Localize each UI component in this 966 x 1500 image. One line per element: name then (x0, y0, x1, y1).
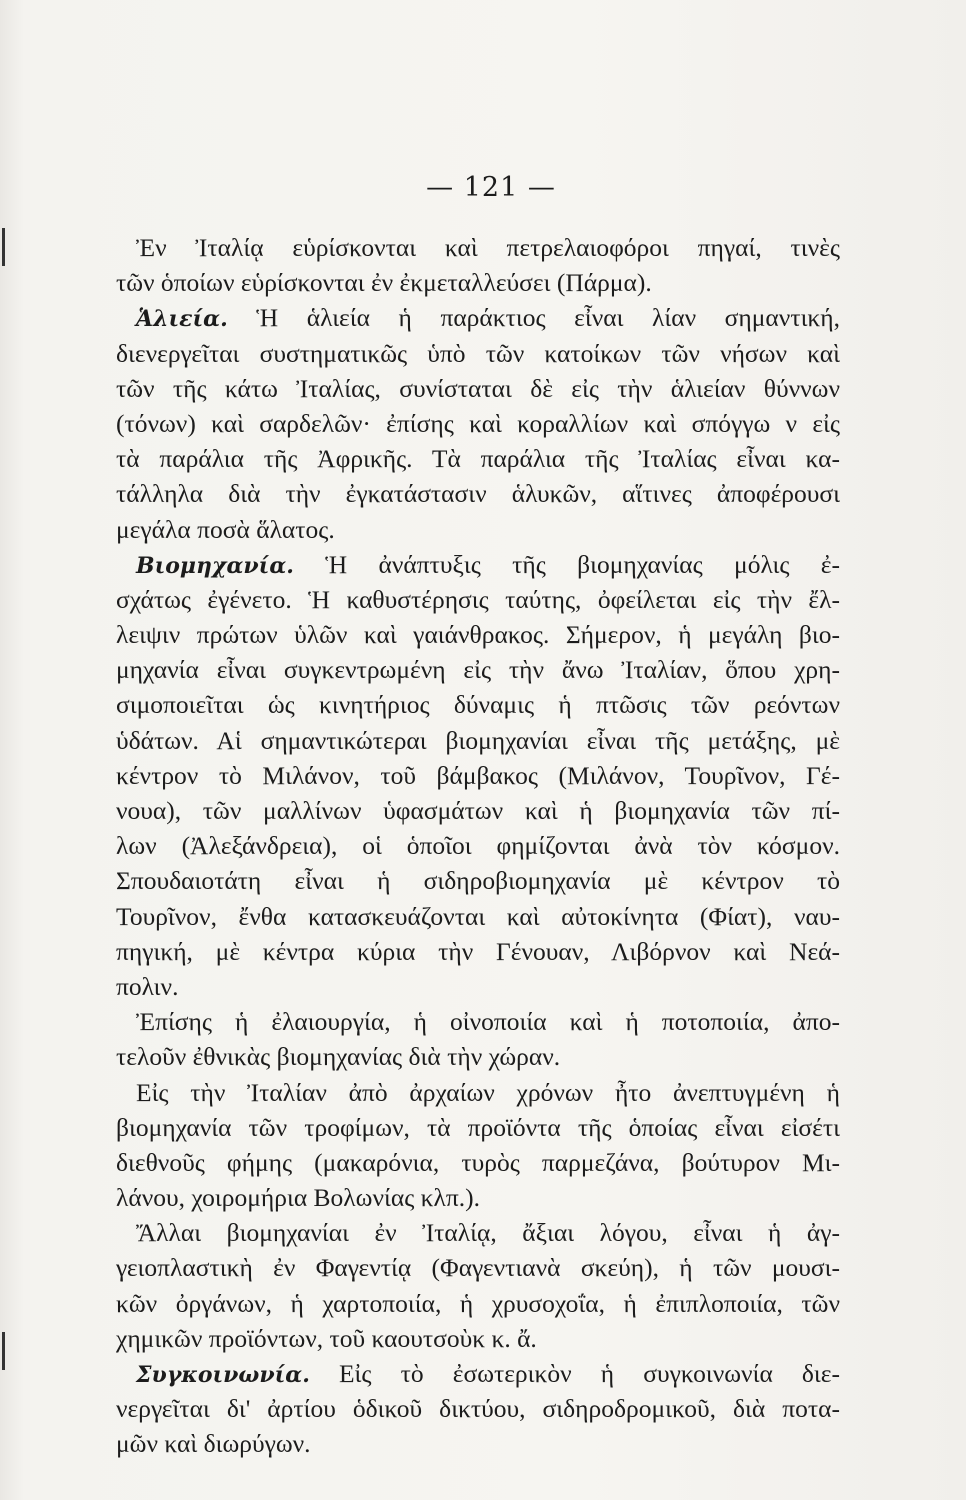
text-line (116, 1321, 840, 1356)
text-line (116, 336, 840, 371)
line-text: Ἡ ἀνάπτυξις τῆς βιομηχανίας μόλις ἐ- (293, 549, 840, 579)
line-text: Ἄλλαι βιομηχανίαι ἐν Ἰταλίᾳ, ἄξιαι λόγου, εἶναι ἡ ἀγ- (136, 1218, 840, 1248)
text-line (116, 969, 840, 1004)
text-line (116, 828, 840, 863)
text-line (116, 617, 840, 652)
text-line (116, 899, 840, 934)
text-line (116, 265, 840, 300)
text-line (116, 652, 840, 687)
line-text: Ἐπίσης ἡ ἐλαιουργία, ἡ οἰνοποιία καὶ ἡ ποτοποιία, ἀπο- (136, 1007, 840, 1037)
line-text: τάλληλα διὰ τὴν ἐγκατάστασιν ἁλυκῶν, αἵτινες ἀποφέρουσι (116, 479, 840, 509)
line-text: Σπουδαιοτάτη εἶναι ἡ σιδηροβιομηχανία μὲ κέντρον τὸ (116, 866, 840, 896)
text-line (116, 1286, 840, 1321)
text-line (116, 1004, 840, 1039)
line-text: Ἡ ἁλιεία ἡ παράκτιος εἶναι λίαν σημαντική, (227, 303, 840, 333)
line-text: νουα), τῶν μαλλίνων ὑφασμάτων καὶ ἡ βιομηχανία τῶν πί- (116, 796, 840, 825)
text-line (116, 1075, 840, 1110)
line-text: Τουρῖνον, ἔνθα κατασκευάζονται καὶ αὐτοκίνητα (Φίατ), ναυ- (116, 901, 840, 931)
text-line (116, 1039, 840, 1074)
binding-mark (2, 1332, 5, 1370)
line-text: σχάτως ἐγένετο. Ἡ καθυστέρησις ταύτης, ὀφείλεται εἰς τὴν ἔλ- (116, 584, 840, 614)
text-line (116, 1356, 840, 1391)
line-text: μηχανία εἶναι συγκεντρωμένη εἰς τὴν ἄνω Ἰταλίαν, ὅπου χρη- (116, 655, 840, 685)
text-line (116, 863, 840, 898)
text-line (116, 512, 840, 547)
line-text: νεργεῖται δι' ἀρτίου ὁδικοῦ δικτύου, σιδηροδρομικοῦ, διὰ ποτα- (116, 1394, 840, 1424)
line-text: τῶν τῆς κάτω Ἰταλίας, συνίσταται δὲ εἰς τὴν ἁλιείαν θύννων (116, 373, 840, 403)
line-text: διεθνοῦς φήμης (μακαρόνια, τυρὸς παρμεζάνα, βούτυρον Μι- (116, 1147, 840, 1177)
text-line (116, 1215, 840, 1250)
text-line (116, 1250, 840, 1285)
text-line (116, 934, 840, 969)
text-line (116, 1426, 840, 1461)
line-text: Ἐν Ἰταλίᾳ εὑρίσκονται καὶ πετρελαιοφόροι πηγαί, τινὲς (136, 233, 840, 262)
section-heading: Βιομηχανία. (136, 552, 294, 579)
text-line (116, 406, 840, 441)
text-line (116, 441, 840, 476)
line-text: γειοπλαστικὴ ἐν Φαγεντίᾳ (Φαγεντιανὰ σκεύη), ἡ τῶν μουσι- (116, 1253, 840, 1283)
line-text: λάνου, χοιρομήρια Βολωνίας κλπ.). (116, 1183, 481, 1213)
text-line (116, 1391, 840, 1426)
text-line (116, 793, 840, 828)
line-text: ὑδάτων. Αἱ σημαντικώτεραι βιομηχανίαι εἶναι τῆς μετάξης, μὲ (116, 725, 840, 755)
line-text: διενεργεῖται συστηματικῶς ὑπὸ τῶν κατοίκων τῶν νήσων καὶ (116, 338, 840, 368)
line-text: κέντρον τὸ Μιλάνον, τοῦ βάμβακος (Μιλάνον, Τουρῖνον, Γέ- (116, 760, 840, 790)
text-line (116, 547, 840, 582)
text-line (116, 1145, 840, 1180)
line-text: λειψιν πρώτων ὑλῶν καὶ γαιάνθρακος. Σήμερον, ἡ μεγάλη βιο- (116, 620, 840, 650)
line-text: μῶν καὶ διωρύγων. (116, 1429, 311, 1459)
binding-mark (2, 228, 5, 266)
page-number: — 121 — (426, 172, 556, 203)
line-text: μεγάλα ποσὰ ἅλατος. (116, 514, 335, 544)
text-line (116, 300, 840, 335)
text-line (116, 758, 840, 793)
line-text: λων (Ἀλεξάνδρεια), οἱ ὁποῖοι φημίζονται ἀνὰ τὸν κόσμον. (116, 831, 840, 861)
line-text: Εἰς τὴν Ἰταλίαν ἀπὸ ἀρχαίων χρόνων ἦτο ἀνεπτυγμένη ἡ (136, 1077, 840, 1107)
line-text: τελοῦν ἐθνικὰς βιομηχανίας διὰ τὴν χώραν. (116, 1042, 561, 1072)
line-text: κῶν ὀργάνων, ἡ χαρτοποιία, ἡ χρυσοχοΐα, ἡ ἐπιπλοποιία, τῶν (116, 1288, 840, 1318)
line-text: τῶν ὁποίων εὑρίσκονται ἐν ἐκμεταλλεύσει (Πάρμα). (116, 268, 652, 298)
body-text (116, 230, 840, 1462)
text-line (116, 687, 840, 722)
line-text: Εἰς τὸ ἐσωτερικὸν ἡ συγκοινωνία διε- (309, 1359, 840, 1388)
text-line (116, 1110, 840, 1145)
text-line (116, 476, 840, 511)
line-text: (τόνων) καὶ σαρδελῶν· ἐπίσης καὶ κοραλλίων καὶ σπόγγω ν εἰς (116, 408, 840, 438)
line-text: χημικῶν προϊόντων, τοῦ καουτσοὺκ κ. ἄ. (116, 1323, 537, 1353)
line-text: βιομηχανία τῶν τροφίμων, τὰ προϊόντα τῆς ὁποίας εἶναι εἰσέτι (116, 1112, 840, 1142)
section-heading: Ἁλιεία. (136, 306, 228, 333)
text-line (116, 582, 840, 617)
line-text: τὰ παράλια τῆς Ἀφρικῆς. Τὰ παράλια τῆς Ἰταλίας εἶναι κα- (116, 444, 840, 474)
line-text: πηγική, μὲ κέντρα κύρια τὴν Γένουαν, Λιβόρνον καὶ Νεά- (116, 936, 840, 966)
text-line (116, 371, 840, 406)
text-line (116, 230, 840, 265)
text-line (116, 723, 840, 758)
line-text: πολιν. (116, 971, 179, 1001)
section-heading: Συγκοινωνία. (136, 1362, 310, 1388)
line-text: σιμοποιεῖται ὡς κινητήριος δύναμις ἡ πτῶσις τῶν ρεόντων (116, 690, 840, 720)
text-line (116, 1180, 840, 1215)
